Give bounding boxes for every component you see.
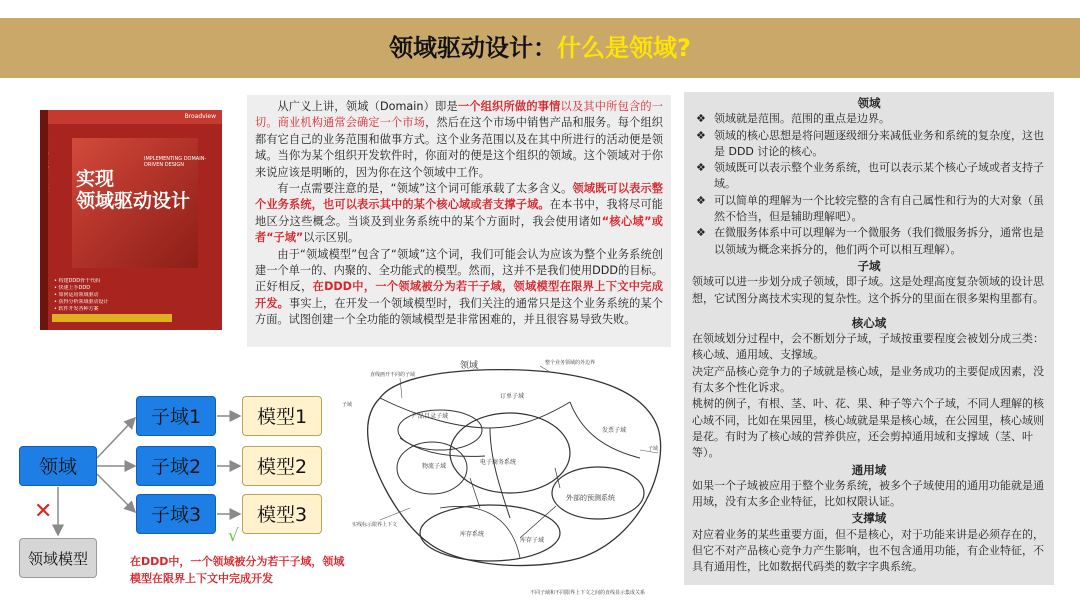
list-item-text: 可以简单的理解为一个比较完整的含有自己属性和行为的大对象（虽然不恰当，但是辅助理解吧）。 <box>714 193 1044 224</box>
map-label-ecommerce: 电子商务系统 <box>480 459 517 466</box>
list-item-text: 领域的核心思想是将问题逐级细分来减低业务和系统的复杂度，这也是 DDD 讨论的核心。 <box>714 128 1044 158</box>
map-label-external: 外部的预测系统 <box>566 494 615 502</box>
map-label-bottom: 不同子域和不同限界上下文之间的直线显示集成关系 <box>530 590 646 596</box>
list-item <box>692 160 1046 193</box>
text-run: 在本书中，我将尽可能地区分这些概念。当谈及到业务系统中的某个方面时，我会使用诸如 <box>255 198 663 228</box>
text-run: 从广义上讲，领域（Domain）即是 <box>277 100 458 113</box>
subdomain-node-1: 子域1 <box>136 396 216 436</box>
map-label-top-left: 直线画开不同的子域 <box>370 372 416 378</box>
highlight-text: 以及其中所包含的一切。 <box>255 100 663 130</box>
text-run: 事实上，在开发一个领域模型时，我们关注的通常只是这个业务系统的某个方面。试图创建一个全功能的领域模型是非常困难的，并且很容易导致失败。 <box>255 296 663 327</box>
list-item <box>692 128 1046 161</box>
highlight-text: 商业机构通常会确定一个市场 <box>277 116 426 130</box>
diamond-bullet-icon: ❖ <box>696 128 706 142</box>
check-icon: √ <box>228 526 239 546</box>
map-label-top-right: 整个业务领域的外边界 <box>545 360 596 366</box>
map-label-inv-sub: 库存子域 <box>520 537 545 544</box>
text-run: ，然后在这个市场中销售产品和服务。每个组织都有它自己的业务范围和做事方式。这个业务范围以及在其中所进行的活动便是领域。当你为某个组织开发软件时，你面对的便是这个组织的领域。这个领域对于你来说应该是明晰的，因为你在这个领域中工作。 <box>255 116 663 179</box>
book-spine: 实现领域驱动设计 <box>41 140 49 196</box>
map-label-order: 订单子域 <box>500 393 525 400</box>
concept-panel <box>684 92 1054 585</box>
list-item <box>692 225 1046 258</box>
heading-generic-domain: 通用域 <box>851 462 887 477</box>
subdomain-node-2: 子域2 <box>136 446 216 486</box>
diamond-bullet-icon: ❖ <box>696 193 706 207</box>
integration-line <box>555 468 560 488</box>
title-accent: 什么是领域? <box>557 34 691 62</box>
list-item-text: 领域就是范围。范围的重点是边界。 <box>714 112 890 126</box>
map-label-boundary: 实线标示限界上下文 <box>352 522 398 528</box>
cross-icon: ✕ <box>34 499 53 524</box>
divider-line <box>380 398 570 428</box>
subdomain-text: 领域可以进一步划分成子领域，即子域。这是处理高度复杂领域的设计思想，它试图分离技术实现的复杂性。这个拆分的里面在很多架构里都有。 <box>692 275 1044 305</box>
subdomain-node-3: 子域3 <box>136 494 216 534</box>
support-text: 对应着业务的某些重要方面，但不是核心，对于功能来讲是必须存在的，但它不对产品核心竞争力产生影响，也不包含通用功能，有企业特征，不具有通用性，比如数据代码类的数字字典系统。 <box>692 527 1044 574</box>
text-run: 由于“领域模型”包含了“领域”这个词，我们可能会认为应该为整个业务系统创建一个单一的、内聚的、全功能式的模型。然而，这并不是我们使用DDD的目标。正好相反， <box>255 247 663 294</box>
diamond-bullet-icon: ❖ <box>696 112 706 126</box>
integration-line <box>520 506 556 538</box>
model-node-1: 模型1 <box>242 396 322 436</box>
domain-list <box>692 111 1046 258</box>
book-bullet: • 如何运用领域驱动 <box>54 292 99 298</box>
model-node-3: 模型3 <box>242 494 322 534</box>
highlight-text: 一个组织所做的事情 <box>457 100 561 113</box>
highlight-text: “核心域”或者“子域” <box>255 214 663 245</box>
pointer-line <box>400 378 402 398</box>
book-bullet: • 快速上手DDD <box>54 285 91 291</box>
map-label-logistics: 物流子域 <box>422 463 447 470</box>
domain-model-node: 领域模型 <box>19 538 97 578</box>
bounded-context <box>450 413 570 493</box>
highlight-text: 领域既可以表示整个业务系统，也可以表示其中的某个核心域或者支撑子域。 <box>255 182 663 212</box>
book-publisher: Broadview <box>184 113 216 120</box>
bounded-context <box>552 467 644 519</box>
list-item <box>692 111 1046 127</box>
integration-line <box>470 478 480 508</box>
core-text-1: 在领域划分过程中，会不断划分子域，子域按重要程度会被划分成三类：核心域、通用域、支撑域。 <box>692 332 1044 362</box>
book-title-line2: 领域驱动设计 <box>76 190 191 212</box>
list-item-text: 领域既可以表示整个业务系统，也可以表示某个核心子域或者支持子域。 <box>714 161 1044 191</box>
generic-text: 如果一个子域被应用于整个业务系统，被多个子域使用的通用功能就是通用域，没有太多企业特征，比如权限认证。 <box>692 478 1044 509</box>
book-bullet: • 构建DDD骨干代码 <box>54 278 101 284</box>
pointer-line <box>380 508 410 520</box>
map-label-inventory: 库存系统 <box>460 531 485 538</box>
diamond-bullet-icon: ❖ <box>696 161 706 175</box>
map-label-subdomain: 子域 <box>342 402 353 408</box>
book-title-line1: 实现 <box>76 168 115 190</box>
book-subtitle: IMPLEMENTING DOMAIN-DRIVEN DESIGN <box>144 156 207 168</box>
highlight-text: 在DDD中，一个领域被分为若干子域，领域模型在限界上下文中完成开发。 <box>255 280 663 310</box>
heading-subdomain: 子域 <box>857 258 881 273</box>
map-label-payment: 发票子域 <box>602 427 627 434</box>
book-bullet: • 获得分析领域驱动设计 <box>54 299 109 305</box>
core-text-2: 决定产品核心竞争力的子域就是核心域，是业务成功的主要促成因素，没有太多个性化诉求。 <box>692 364 1044 395</box>
map-label-subdomain2: 子域 <box>648 446 659 452</box>
heading-domain: 领域 <box>857 96 881 110</box>
list-item <box>692 193 1046 226</box>
divider-line <box>400 438 485 456</box>
domain-node: 领域 <box>19 446 97 486</box>
model-node-2: 模型2 <box>242 446 322 486</box>
list-item-text: 在微服务体系中可以理解为一个微服务（我们微服务拆分，通常也是以领域为概念来拆分的，他们两个可以相互理解）。 <box>714 226 1044 256</box>
heading-core-domain: 核心域 <box>851 315 887 330</box>
text-run: 有一点需要注意的是，“领域”这个词可能承载了太多含义。 <box>277 182 573 196</box>
heading-support-domain: 支撑域 <box>851 511 887 526</box>
diagram-caption: 在DDD中，一个领域被分为若干子域，领域模型在限界上下文中完成开发 <box>130 555 345 585</box>
diamond-bullet-icon: ❖ <box>696 226 706 240</box>
core-text-3: 桃树的例子，有根、茎、叶、花、果、种子等六个子域，不同人理解的核心域不同，比如在果园里，核心域就是果是核心域，在公园里，核心域则是花。有时为了核心域的营养供应，还会剪掉通用域和支撑域（茎、叶等）。 <box>692 397 1044 460</box>
text-run: 以示区别。 <box>303 231 360 245</box>
domain-map <box>340 358 678 598</box>
book-bullet: • 软件开发各种方案 <box>54 306 99 312</box>
map-title: 领域 <box>460 361 479 371</box>
title-main: 领域驱动设计： <box>389 34 558 62</box>
map-label-product: 产品目录子域 <box>412 413 449 420</box>
